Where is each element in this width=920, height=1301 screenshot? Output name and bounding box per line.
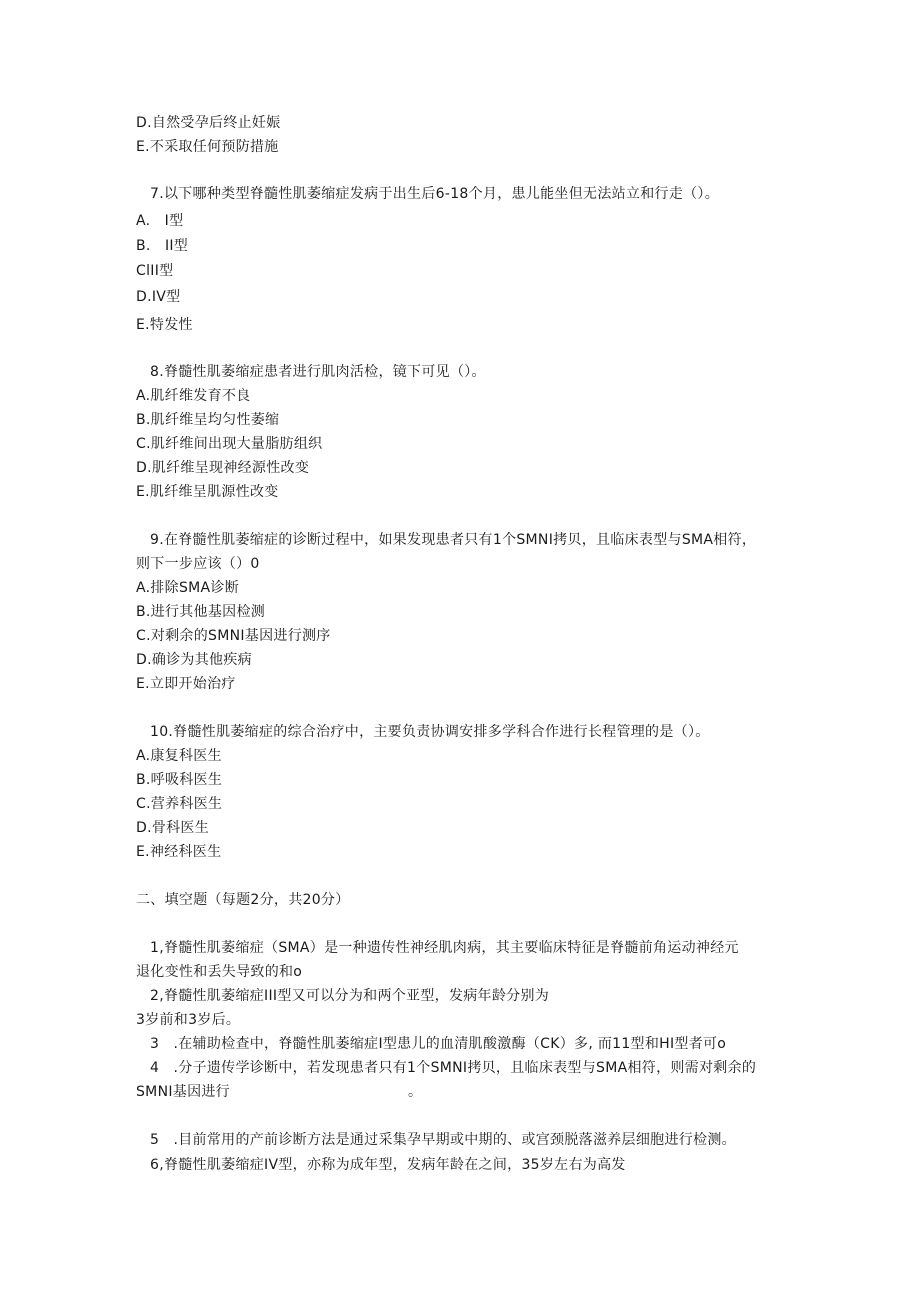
question-10-option-a: A.康复科医生 [136,748,222,764]
fill-4-text: SMNI基因进行 [136,1084,230,1100]
question-10-option-b: B.呼吸科医生 [136,772,223,788]
question-8-option-b: B.肌纤维呈均匀性萎缩 [136,412,280,428]
question-9-option-d: D.确诊为其他疾病 [136,652,252,668]
fill-4-line-1: 4 .分子遗传学诊断中，若发现患者只有1个SMNI拷贝，且临床表型与SMA相符，则需对剩余的 [150,1060,757,1076]
question-7-option-d: D.IV型 [136,289,181,305]
question-8-option-c: C.肌纤维间出现大量脂肪组织 [136,436,323,452]
section-2-heading: 二、填空题（每题2分，共20分） [136,892,350,908]
question-10-option-c: C.营养科医生 [136,796,223,812]
fill-4-period: 。 [407,1084,423,1100]
question-9-option-b: B.进行其他基因检测 [136,604,266,620]
fill-1-line-2: 退化变性和丢失导致的和o [136,964,303,980]
fill-6: 6,脊髓性肌萎缩症IV型，亦称为成年型，发病年龄在之间，35岁左右为高发 [150,1157,626,1173]
question-9-option-c: C.对剩余的SMNI基因进行测序 [136,628,331,644]
fill-1-line-1: 1,脊髓性肌萎缩症（SMA）是一种遗传性神经肌肉病，其主要临床特征是脊髓前角运动神经元 [150,940,739,956]
question-8-stem: 8.脊髓性肌萎缩症患者进行肌肉活检，镜下可见（）。 [150,364,486,380]
question-10-stem: 10.脊髓性肌萎缩症的综合治疗中，主要负责协调安排多学科合作进行长程管理的是（）。 [150,724,710,740]
option-prev-e: E.不采取任何预防措施 [136,139,279,155]
question-7-option-e: E.特发性 [136,317,193,333]
fill-2-line-1: 2,脊髓性肌萎缩症III型又可以分为和两个亚型，发病年龄分别为 [150,988,550,1004]
question-8-option-a: A.肌纤维发育不良 [136,388,251,404]
fill-5: 5 .目前常用的产前诊断方法是通过采集孕早期或中期的、或宫颈脱落滋养层细胞进行检测。 [150,1132,736,1148]
question-10-option-d: D.骨科医生 [136,820,210,836]
question-9-option-e: E.立即开始治疗 [136,676,236,692]
question-8-option-e: E.肌纤维呈肌源性改变 [136,484,279,500]
fill-4-line-2 [136,1082,422,1102]
fill-3: 3 .在辅助检查中，脊髓性肌萎缩症I型患儿的血清肌酸激酶（CK）多, 而11型和HI型者可o [150,1036,727,1052]
question-10-option-e: E.神经科医生 [136,844,222,860]
fill-2-line-2: 3岁前和3岁后。 [136,1012,241,1028]
question-7-stem: 7.以下哪种类型脊髓性肌萎缩症发病于出生后6-18个月，患儿能坐但无法站立和行走（）。 [150,186,720,202]
question-9-stem-line-1: 9.在脊髓性肌萎缩症的诊断过程中，如果发现患者只有1个SMNI拷贝，且临床表型与SMA相符， [150,532,757,548]
question-8-option-d: D.肌纤维呈现神经源性改变 [136,460,310,476]
question-7-option-b: B. II型 [136,238,189,254]
question-7-option-c: ClII型 [136,263,174,279]
question-7-option-a: A. I型 [136,213,184,229]
question-9-stem-line-2: 则下一步应该（）0 [136,556,260,572]
option-prev-d: D.自然受孕后终止妊娠 [136,115,281,131]
question-9-option-a: A.排除SMA诊断 [136,580,240,596]
